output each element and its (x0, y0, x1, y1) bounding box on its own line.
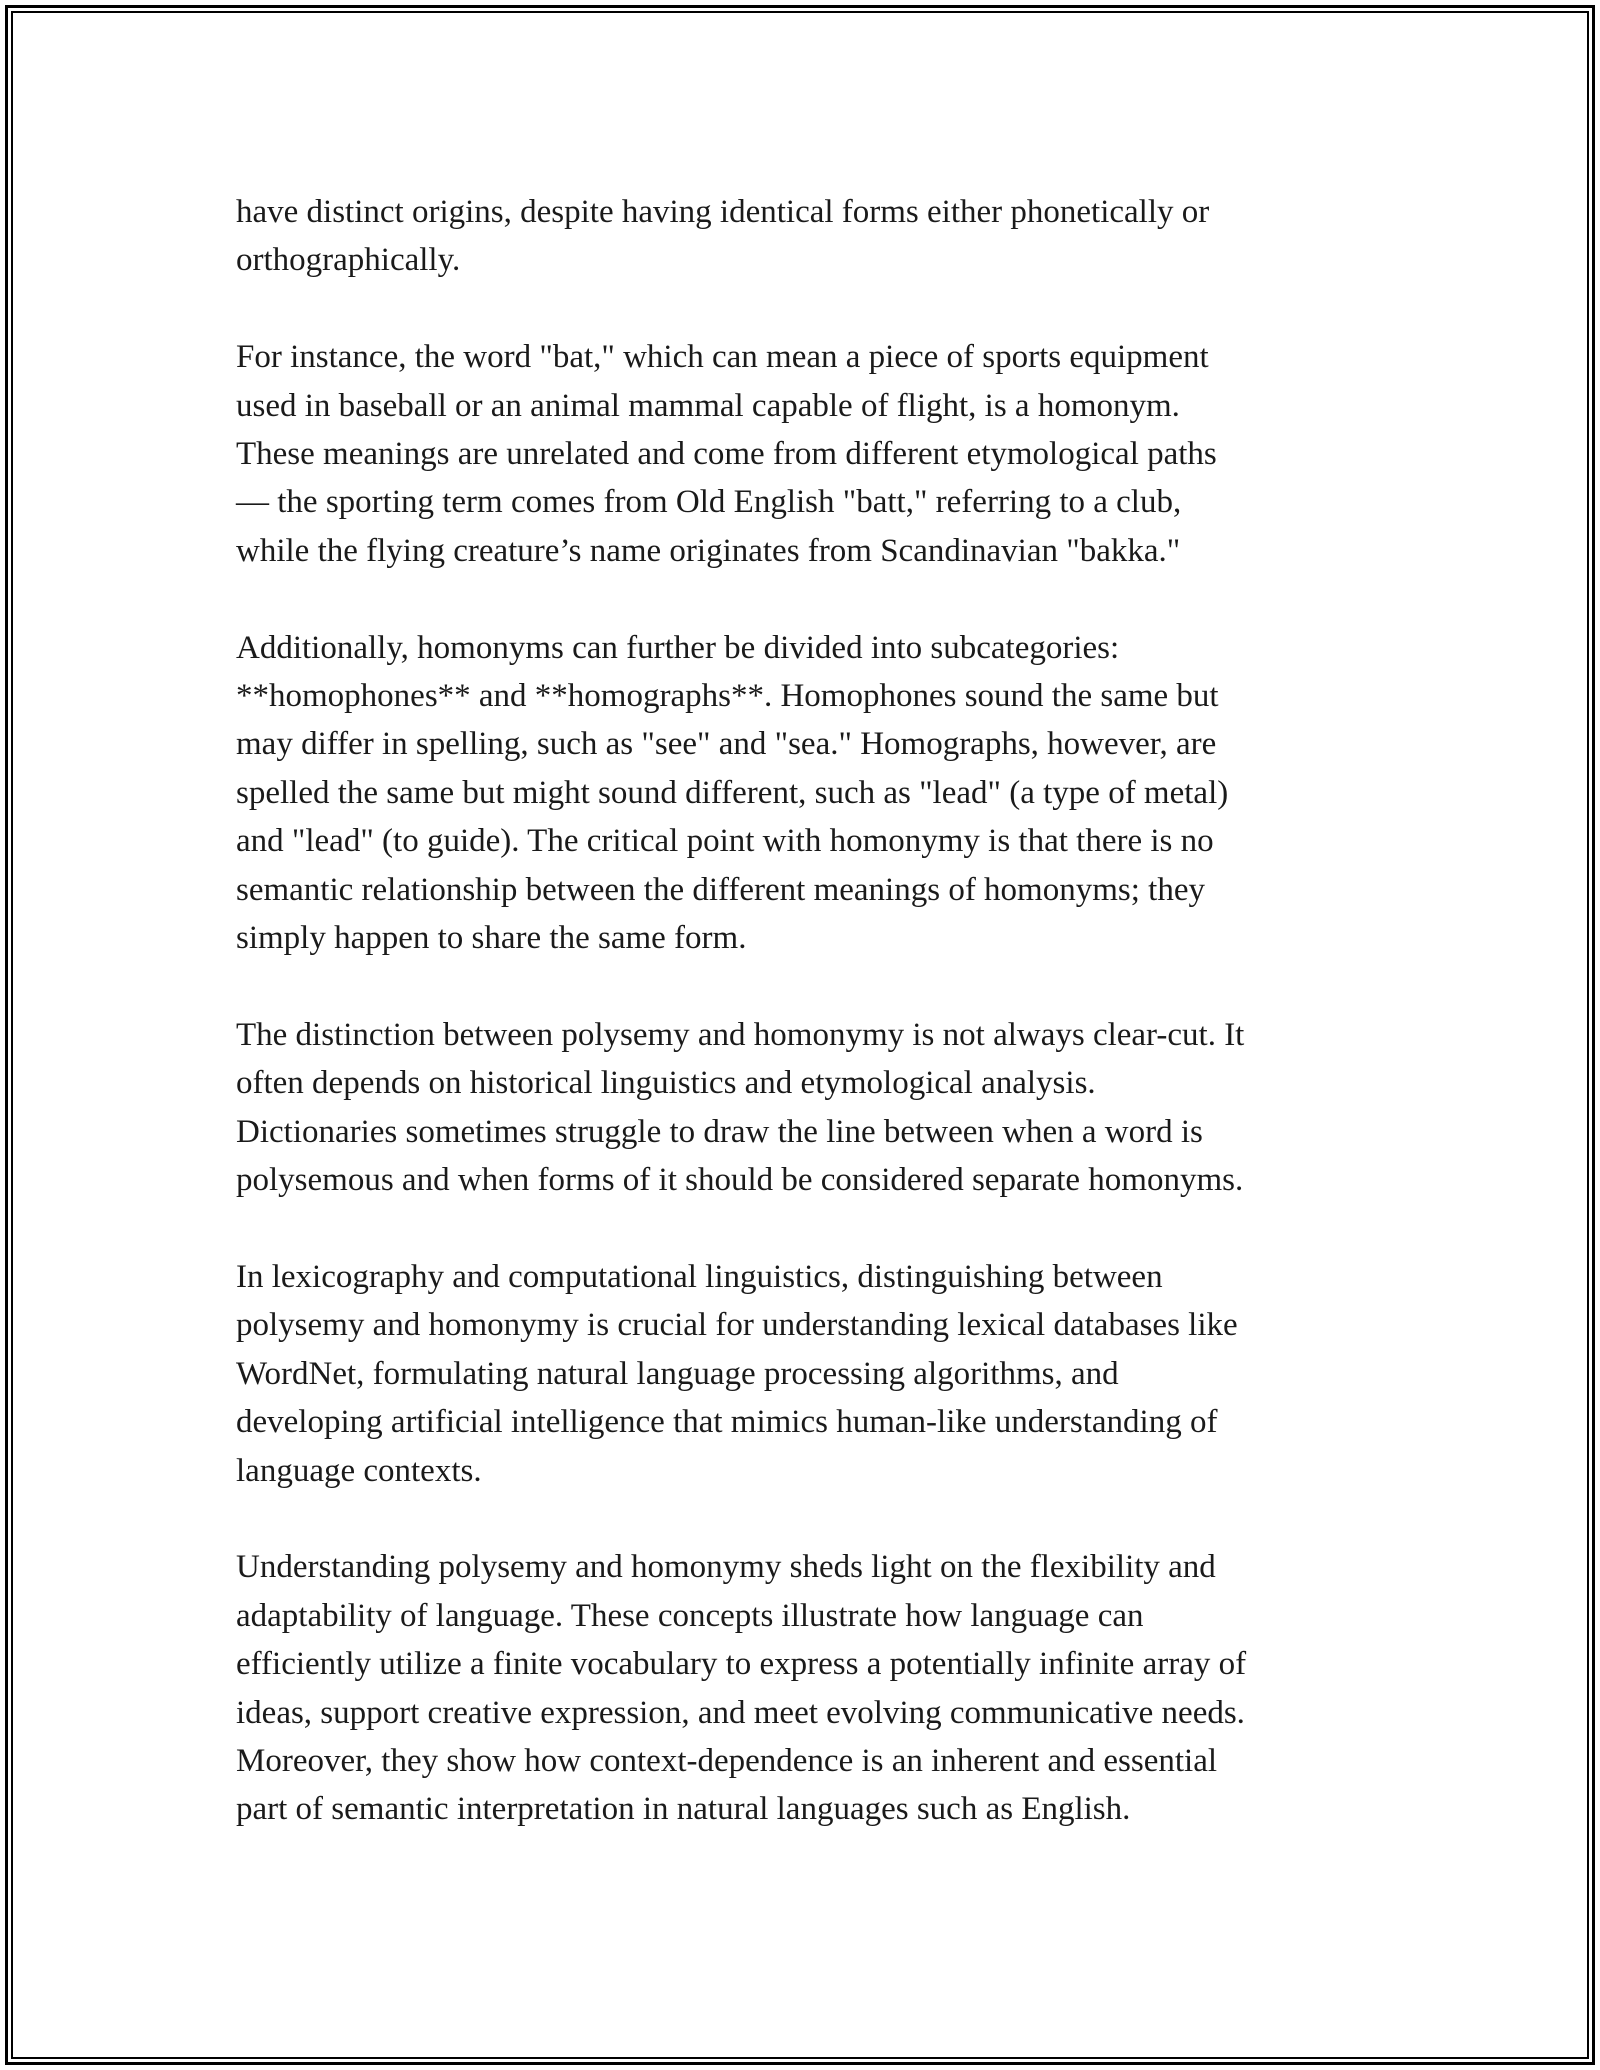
paragraph-distinction: The distinction between polysemy and homonymy is not always clear-cut. It often depends on historical linguistics and etymological analysis. Dictionaries sometimes struggle to draw the line between when a word is polysemous and when forms of it should be considered separate homonyms. (236, 1016, 1245, 1199)
paragraph-lexicography: In lexicography and computational linguistics, distinguishing between polysemy and homonymy is crucial for understanding lexical databases like WordNet, formulating natural language processing algorithms, and developing artificial intelligence that mimics human-like understanding of language contexts. (236, 1258, 1238, 1489)
document-body (236, 188, 1376, 1882)
paragraph-homonym-origins: have distinct origins, despite having identical forms either phonetically or orthographically. (236, 194, 1210, 279)
paragraph-bat-example: For instance, the word "bat," which can mean a piece of sports equipment used in baseball or an animal mammal capable of flight, is a homonym. These meanings are unrelated and come from different etymological paths — the sporting term comes from Old English "batt," referring to a club, while the flying creature’s name originates from Scandinavian "bakka." (236, 339, 1217, 569)
paragraph-conclusion: Understanding polysemy and homonymy sheds light on the flexibility and adaptability of language. These concepts illustrate how language can efficiently utilize a finite vocabulary to express a potentially infinite array of ideas, support creative expression, and meet evolving communicative needs. Moreover, they show how context-dependence is an inherent and essential part of semantic interpretation in natural languages such as English. (236, 1549, 1247, 1828)
paragraph-homophones-homographs: Additionally, homonyms can further be divided into subcategories: **homophones** and **homographs**. Homophones sound the same but may differ in spelling, such as "see" and "sea." Homographs, however, are spelled the same but might sound different, such as "lead" (a type of metal) and "lead" (to guide). The critical point with homonymy is that there is no semantic relationship between the different meanings of homonyms; they simply happen to share the same form. (236, 629, 1229, 957)
